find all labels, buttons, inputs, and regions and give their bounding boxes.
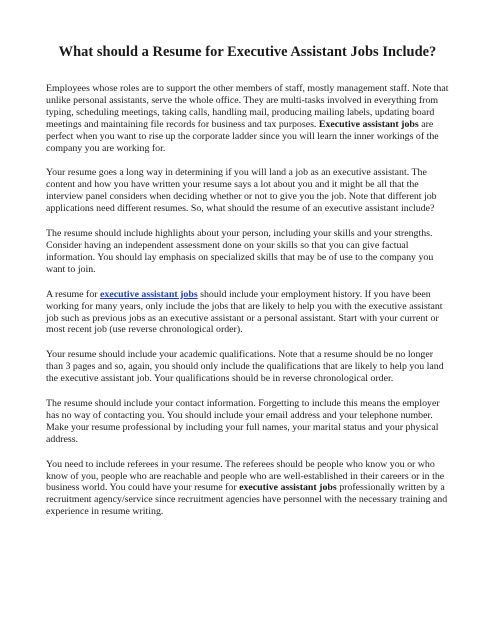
paragraph-text: are perfect when you want to rise up the corporate ladder since you will learn the inner workings of the company you are working for. (46, 118, 439, 154)
paragraph-text: professionally written by a recruitment agency/service since recruitment agencies have personnel with the necessary training and experience in resume writing. (46, 482, 448, 518)
paragraph-employment-history (46, 289, 449, 337)
paragraph-text: You need to include referees in your resume. The referees should be people who know you or who know of you, people who are reachable and people who are well-established in their careers or in the business world. You could have your resume for (46, 458, 445, 494)
paragraph-referees (46, 459, 449, 519)
executive-assistant-jobs-link[interactable]: executive assistant jobs (100, 288, 198, 300)
bold-phrase: Executive assistant jobs (318, 118, 419, 130)
paragraph-highlights: The resume should include highlights about your person, including your skills and your strengths. Consider having an independent assessment done on your skills so that you can give factual information. You should lay emphasis on specialized skills that may be of use to the company you want to join. (46, 228, 434, 275)
bold-phrase: executive assistant jobs (239, 482, 337, 494)
paragraph-contact-information: The resume should include your contact information. Forgetting to include this means the employer has no way of contacting you. You should include your email address and your telephone number. Make your resume professional by including your full names, your marital status and your physical address. (46, 398, 440, 445)
paragraph-resume-importance: Your resume goes a long way in determining if you will land a job as an executive assistant. The content and how you have written your resume says a lot about you and it might be all that the interview panel considers when deciding whether or not to give you the job. Note that different job applications need different resumes. So, what should the resume of an executive assistant include? (46, 167, 437, 215)
page-title: What should a Resume for Executive Assistant Jobs Include? (58, 44, 437, 60)
paragraph-intro (46, 83, 449, 154)
paragraph-text: should include your employment history. If you have been working for many years, only include the jobs that are likely to help you with the executive assistant job such as previous jobs as an executive assistant or a personal assistant. Start with your current or most recent job (use reverse chronological order). (46, 288, 443, 336)
paragraph-text: A resume for (46, 288, 101, 300)
paragraph-academic-qualifications: Your resume should include your academic qualifications. Note that a resume should be no longer than 3 pages and so, again, you should only include the qualifications that are likely to help you land the executive assistant job. Your qualifications should be in reverse chronological order. (46, 349, 444, 385)
paragraph-text: Employees whose roles are to support the other members of staff, mostly management staff. Note that unlike personal assistants, serve the whole office. They are multi-tasks involved in everything from typing, scheduling meetings, taking calls, handling mail, producing mailing labels, updating board meetings and maintaining file records for business and tax purposes. (46, 83, 449, 130)
